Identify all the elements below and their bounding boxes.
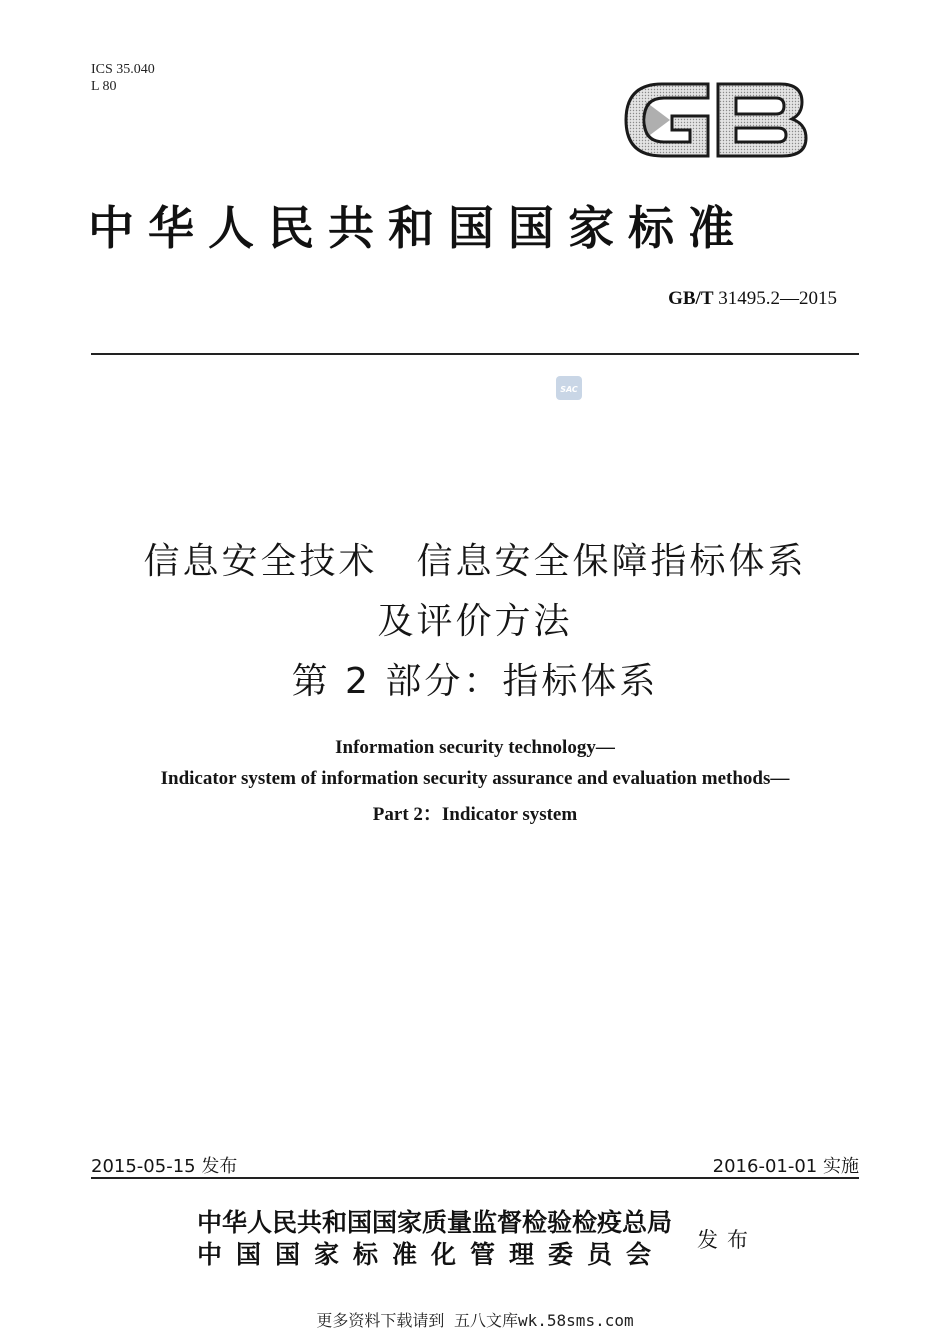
issuer-line1: 中华人民共和国国家质量监督检验检疫总局: [197, 1208, 673, 1237]
bottom-divider: [91, 1177, 859, 1179]
top-divider: [91, 353, 859, 355]
title-en-line3: Part 2：Indicator system: [372, 804, 578, 825]
sac-watermark-icon: [555, 375, 583, 401]
issuer-line2: 中国国家标准化管理委员会: [197, 1240, 666, 1269]
classification-codes: [91, 61, 155, 95]
title-cn-line1: 信息安全技术 信息安全保障指标体系: [143, 541, 807, 582]
national-standard-title: 中华人民共和国国家标准: [88, 201, 748, 255]
issuing-authorities: [197, 1207, 672, 1271]
ccs-code: L 80: [91, 79, 117, 94]
title-cn-line2: 及评价方法: [377, 601, 573, 642]
title-en-line1: Information security technology—: [335, 737, 615, 758]
gb-logo-icon: [620, 70, 810, 170]
implement-date: 2016-01-01 实施: [712, 1156, 859, 1177]
footer-download-note: 更多资料下载请到 五八文库wk.58sms.com: [316, 1311, 634, 1330]
svg-text:SAC: SAC: [560, 385, 578, 394]
standard-code: 31495.2—2015: [713, 288, 837, 309]
issue-word: 发布: [697, 1228, 757, 1252]
issue-date: 2015-05-15 发布: [91, 1156, 238, 1177]
title-cn-line3: 第 2 部分：指标体系: [291, 661, 659, 702]
standard-number: [668, 288, 837, 310]
standard-prefix: GB/T: [668, 288, 714, 309]
ics-code: ICS 35.040: [91, 62, 155, 77]
title-en-line2: Indicator system of information security assurance and evaluation methods—: [160, 768, 790, 789]
